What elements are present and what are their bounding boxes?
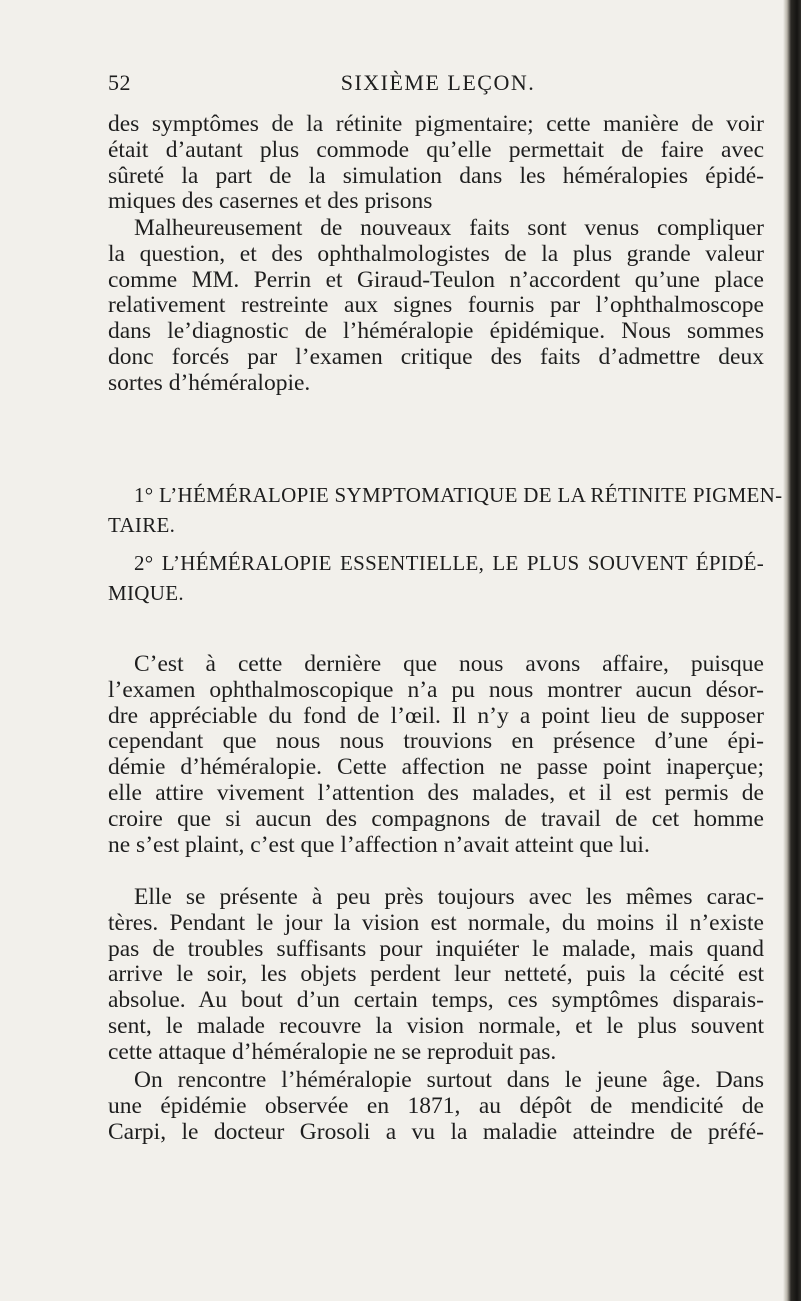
running-head [108, 70, 768, 100]
text-line: donc forcés par l’examen critique des faits d’admettre deux [108, 343, 764, 370]
text-line: Elle se présente à peu près toujours avec les mêmes carac- [134, 884, 764, 910]
text-line: tères. Pendant le jour la vision est normale, du moins il n’existe [108, 909, 764, 936]
text-line: ne s’est plaint, c’est que l’affection n’avait atteint que lui. [108, 831, 650, 858]
paragraph-4 [108, 885, 764, 1066]
text-line: sent, le malade recouvre la vision normale, et le plus souvent [108, 1012, 764, 1039]
heading-line: 1° L’HÉMÉRALOPIE SYMPTOMATIQUE DE LA RÉTINITE PIGMEN- [134, 483, 783, 507]
text-line: relativement restreinte aux signes fournis par l’ophthalmoscope [108, 292, 764, 319]
paragraph-5 [108, 1068, 764, 1145]
text-line: était d’autant plus commode qu’elle permettait de faire avec [108, 136, 764, 163]
heading-line: MIQUE. [108, 581, 184, 605]
text-line: des symptômes de la rétinite pigmentaire; cette manière de voir [108, 111, 764, 137]
heading-line: TAIRE. [108, 513, 176, 537]
page-number: 52 [108, 70, 131, 95]
page-edge-binding [783, 0, 801, 1301]
text-line: On rencontre l’héméralopie surtout dans le jeune âge. Dans [134, 1067, 764, 1093]
paragraph-3 [108, 652, 764, 858]
text-line: dans le’diagnostic de l’héméralopie épidémique. Nous sommes [108, 318, 764, 345]
text-line: la question, et des ophthalmologistes de la plus grande valeur [108, 240, 764, 267]
text-line: l’examen ophthalmoscopique n’a pu nous montrer aucun désor- [108, 676, 764, 703]
text-line: Carpi, le docteur Grosoli a vu la maladie atteindre de préfé- [108, 1118, 764, 1145]
text-line: C’est à cette dernière que nous avons affaire, puisque [134, 651, 764, 677]
text-line: sortes d’héméralopie. [108, 369, 311, 396]
text-line: comme MM. Perrin et Giraud-Teulon n’accordent qu’une place [108, 266, 764, 293]
text-line: miques des casernes et des prisons [108, 188, 433, 215]
section-heading-1 [108, 480, 783, 540]
paragraph-2 [108, 216, 764, 397]
text-line: elle attire vivement l’attention des malades, et il est permis de [108, 779, 764, 806]
paragraph-1 [108, 112, 764, 215]
text-line: pas de troubles suffisants pour inquiéter le malade, mais quand [108, 935, 764, 962]
text-line: sûreté la part de la simulation dans les héméralopies épidé- [108, 162, 764, 189]
section-heading-2 [108, 548, 764, 608]
text-line: cette attaque d’héméralopie ne se reproduit pas. [108, 1038, 557, 1065]
text-line: démie d’héméralopie. Cette affection ne passe point inaperçue; [108, 754, 764, 781]
text-line: croire que si aucun des compagnons de travail de cet homme [108, 805, 764, 832]
heading-line: 2° L’HÉMÉRALOPIE ESSENTIELLE, LE PLUS SOUVENT ÉPIDÉ- [134, 551, 764, 575]
text-line: absolue. Au bout d’un certain temps, ces symptômes disparais- [108, 987, 764, 1014]
text-line: Malheureusement de nouveaux faits sont venus compliquer [134, 215, 764, 241]
text-line: arrive le soir, les objets perdent leur netteté, puis la cécité est [108, 961, 764, 988]
text-line: une épidémie observée en 1871, au dépôt de mendicité de [108, 1092, 764, 1119]
text-line: cependant que nous nous trouvions en présence d’une épi- [108, 728, 764, 755]
running-head-title: SIXIÈME LEÇON. [340, 70, 536, 95]
text-line: dre appréciable du fond de l’œil. Il n’y a point lieu de supposer [108, 702, 764, 729]
